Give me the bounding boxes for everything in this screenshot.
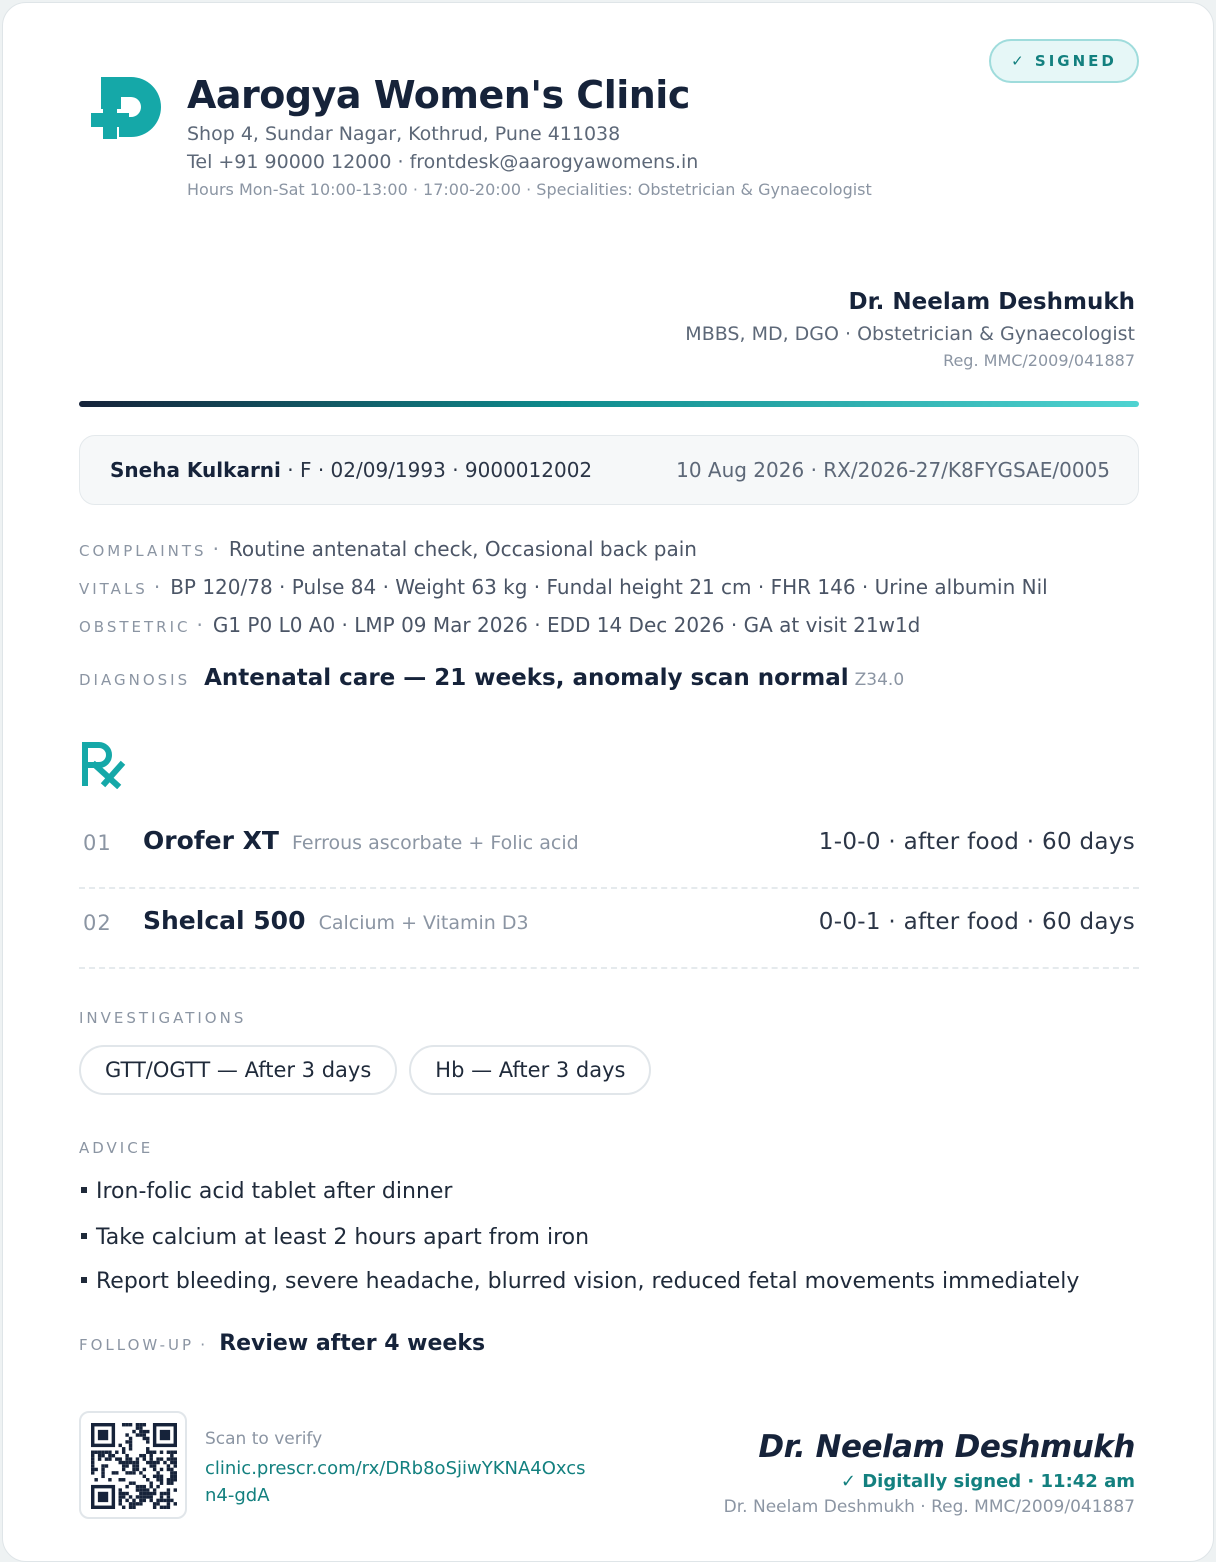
medicine-row [79, 809, 1139, 889]
diagnosis-text: Antenatal care — 21 weeks, anomaly scan normal [204, 665, 849, 691]
rx-symbol-icon [81, 741, 129, 789]
investigation-chip: GTT/OGTT — After 3 days [79, 1045, 397, 1095]
header-divider [79, 401, 1139, 407]
signature-name: Dr. Neelam Deshmukh [758, 1429, 1135, 1465]
medicine-row [79, 889, 1139, 969]
visit-date-rx-number: 10 Aug 2026 · RX/2026-27/K8FYGSAE/0005 [676, 458, 1110, 482]
vitals-row: VITALS · BP 120/78 · Pulse 84 · Weight 63 kg · Fundal height 21 cm · FHR 146 · Urine albumin Nil [79, 575, 1048, 599]
investigation-chip: Hb — After 3 days [409, 1045, 651, 1095]
advice-item: Report bleeding, severe headache, blurred vision, reduced fetal movements immediately [81, 1269, 1079, 1294]
doctor-registration: Reg. MMC/2009/041887 [943, 351, 1135, 370]
medicine-generic: Calcium + Vitamin D3 [318, 912, 529, 934]
complaints-label: COMPLAINTS [79, 542, 207, 560]
vitals-label: VITALS [79, 580, 148, 598]
bullet-icon [81, 1233, 87, 1239]
obstetric-label: OBSTETRIC [79, 618, 191, 636]
scan-to-verify-label: Scan to verify [205, 1429, 323, 1449]
medicine-name [143, 826, 579, 855]
clinic-name: Aarogya Women's Clinic [187, 73, 690, 117]
bullet-icon [81, 1187, 87, 1193]
obstetric-row: OBSTETRIC · G1 P0 L0 A0 · LMP 09 Mar 2026 · EDD 14 Dec 2026 · GA at visit 21w1d [79, 613, 921, 637]
signed-badge: ✓ SIGNED [989, 39, 1139, 83]
patient-info [110, 458, 592, 482]
obstetric-text: G1 P0 L0 A0 · LMP 09 Mar 2026 · EDD 14 Dec 2026 · GA at visit 21w1d [212, 613, 921, 637]
bullet-icon [81, 1277, 87, 1283]
patient-card [79, 435, 1139, 505]
patient-name: Sneha Kulkarni [110, 458, 281, 482]
complaints-text: Routine antenatal check, Occasional back pain [228, 537, 697, 561]
clinic-address: Shop 4, Sundar Nagar, Kothrud, Pune 411038 [187, 123, 621, 145]
clinic-contact: Tel +91 90000 12000 · frontdesk@aarogyawomens.in [187, 151, 699, 173]
investigations-list [79, 1045, 651, 1095]
vitals-text: BP 120/78 · Pulse 84 · Weight 63 kg · Fundal height 21 cm · FHR 146 · Urine albumin Nil [170, 575, 1048, 599]
diagnosis-code: Z34.0 [854, 670, 905, 690]
advice-label: ADVICE [79, 1139, 154, 1157]
medicine-number: 02 [83, 911, 112, 935]
investigations-label: INVESTIGATIONS [79, 1009, 247, 1027]
prescription-page [2, 2, 1214, 1562]
advice-item: Take calcium at least 2 hours apart from iron [81, 1225, 589, 1250]
doctor-name: Dr. Neelam Deshmukh [848, 289, 1135, 315]
signer-registration: Dr. Neelam Deshmukh · Reg. MMC/2009/041887 [723, 1497, 1135, 1517]
complaints-row: COMPLAINTS · Routine antenatal check, Occasional back pain [79, 537, 697, 561]
medicine-name [143, 906, 529, 935]
patient-details: · F · 02/09/1993 · 9000012002 [287, 458, 593, 482]
diagnosis-label: DIAGNOSIS [79, 671, 191, 689]
qr-code-icon [91, 1423, 177, 1509]
clinic-hours: Hours Mon-Sat 10:00-13:00 · 17:00-20:00 · Specialities: Obstetrician & Gynaecologist [187, 180, 872, 199]
advice-item: Iron-folic acid tablet after dinner [81, 1179, 452, 1204]
medicine-generic: Ferrous ascorbate + Folic acid [292, 832, 579, 854]
follow-up-label: FOLLOW-UP [79, 1336, 195, 1354]
medicine-dosage: 0-0-1 · after food · 60 days [818, 909, 1135, 935]
verify-link[interactable]: clinic.prescr.com/rx/DRb8oSjiwYKNA4Oxcsn4-gdA [205, 1458, 586, 1506]
medicine-brand: Orofer XT [143, 826, 279, 855]
clinic-logo-icon [79, 73, 163, 153]
digital-signature-status: ✓ Digitally signed · 11:42 am [840, 1471, 1135, 1492]
follow-up-row: FOLLOW-UP · Review after 4 weeks [79, 1331, 486, 1356]
verification-qr-code[interactable] [79, 1411, 187, 1519]
medicine-number: 01 [83, 831, 112, 855]
medicine-brand: Shelcal 500 [143, 906, 306, 935]
medicine-dosage: 1-0-0 · after food · 60 days [818, 829, 1135, 855]
diagnosis-row [79, 665, 904, 691]
follow-up-value: Review after 4 weeks [219, 1331, 486, 1356]
doctor-qualifications: MBBS, MD, DGO · Obstetrician & Gynaecologist [685, 323, 1135, 345]
